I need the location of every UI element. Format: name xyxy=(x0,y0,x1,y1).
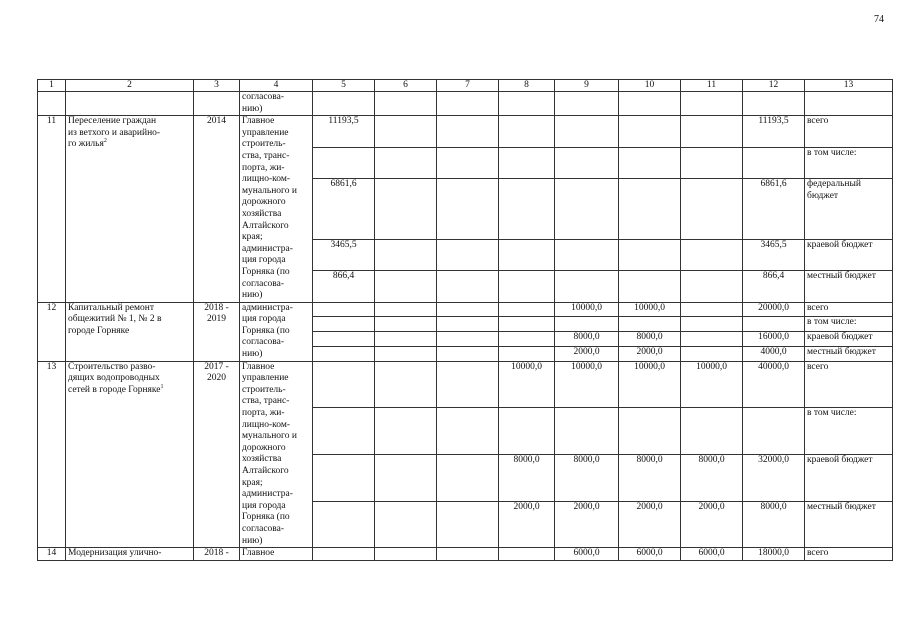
cell-line: Алтайского xyxy=(242,466,289,476)
column-header: 12 xyxy=(743,80,805,92)
carry-over-cell xyxy=(66,92,194,116)
amount-cell: 8000,0 xyxy=(555,454,619,501)
cell-line: всего xyxy=(807,548,829,559)
cell-line: ция города xyxy=(242,314,286,325)
amount-cell: 10000,0 xyxy=(555,361,619,408)
amount-cell xyxy=(313,147,375,179)
cell-line: управление xyxy=(242,373,289,384)
funding-source xyxy=(805,116,893,148)
column-header: 7 xyxy=(437,80,499,92)
amount-cell xyxy=(743,317,805,332)
column-header: 9 xyxy=(555,80,619,92)
cell-line: Переселение граждан xyxy=(68,116,157,127)
cell-line: федеральный xyxy=(807,179,861,190)
column-header: 3 xyxy=(194,80,240,92)
funding-source xyxy=(805,361,893,408)
amount-cell: 8000,0 xyxy=(681,454,743,501)
cell-line: Горняка (по xyxy=(242,325,290,336)
funding-source xyxy=(805,408,893,455)
cell-line: 2020 xyxy=(207,373,226,384)
amount-cell xyxy=(437,302,499,317)
amount-cell xyxy=(375,346,437,361)
carry-over-cell xyxy=(619,92,681,116)
cell-line: Горняка (по xyxy=(242,266,290,277)
cell-line: края; xyxy=(242,477,263,488)
row-number: 14 xyxy=(38,548,66,561)
cell-line: дорожного xyxy=(242,197,286,208)
page-number: 74 xyxy=(874,14,884,25)
cell-line: Алтайского xyxy=(242,220,289,231)
column-header: 8 xyxy=(499,80,555,92)
amount-cell: 6000,0 xyxy=(619,548,681,561)
funding-source xyxy=(805,302,893,317)
carry-over-row xyxy=(38,92,893,116)
amount-cell xyxy=(375,116,437,148)
carry-over-cell xyxy=(555,92,619,116)
cell-line: нию) xyxy=(242,535,263,546)
amount-cell: 8000,0 xyxy=(499,454,555,501)
cell-line: бюджет xyxy=(807,190,839,201)
amount-cell xyxy=(619,317,681,332)
cell-line: в том числе: xyxy=(807,317,857,328)
funding-source xyxy=(805,271,893,303)
cell-line: общежитий № 1, № 2 в xyxy=(68,314,162,325)
amount-cell xyxy=(555,239,619,271)
amount-cell xyxy=(499,408,555,455)
amount-cell xyxy=(437,147,499,179)
amount-cell xyxy=(375,408,437,455)
executor xyxy=(240,361,313,548)
amount-cell xyxy=(375,454,437,501)
measure-years xyxy=(194,116,240,303)
amount-cell: 6861,6 xyxy=(743,179,805,239)
amount-cell: 10000,0 xyxy=(619,302,681,317)
carry-over-cell xyxy=(375,92,437,116)
cell-line: 2018 - xyxy=(204,302,229,313)
funding-source xyxy=(805,454,893,501)
cell-line: 2014 xyxy=(207,116,226,127)
amount-cell xyxy=(743,147,805,179)
cell-line: согласова- xyxy=(242,337,285,348)
cell-line: всего xyxy=(807,361,829,372)
amount-cell xyxy=(437,271,499,303)
amount-cell: 3465,5 xyxy=(743,239,805,271)
amount-cell xyxy=(375,361,437,408)
amount-cell xyxy=(499,271,555,303)
amount-cell xyxy=(555,271,619,303)
amount-cell: 2000,0 xyxy=(555,346,619,361)
cell-line: 2017 - xyxy=(204,361,229,372)
amount-cell xyxy=(313,346,375,361)
amount-cell xyxy=(681,317,743,332)
measure-name xyxy=(66,116,194,303)
amount-cell: 2000,0 xyxy=(681,501,743,548)
amount-cell: 2000,0 xyxy=(619,346,681,361)
amount-cell xyxy=(437,332,499,347)
amount-cell xyxy=(555,116,619,148)
carry-over-cell xyxy=(681,92,743,116)
cell-line: порта, жи- xyxy=(242,408,285,419)
column-header: 13 xyxy=(805,80,893,92)
carry-over-cell xyxy=(240,92,313,116)
amount-cell xyxy=(681,271,743,303)
amount-cell: 6000,0 xyxy=(555,548,619,561)
amount-cell: 16000,0 xyxy=(743,332,805,347)
cell-line: лищно-ком- xyxy=(242,174,291,185)
measure-years xyxy=(194,548,240,561)
amount-cell: 8000,0 xyxy=(619,454,681,501)
amount-cell xyxy=(437,116,499,148)
amount-cell xyxy=(437,361,499,408)
column-header: 1 xyxy=(38,80,66,92)
cell-line: дорожного xyxy=(242,442,286,453)
amount-cell xyxy=(437,454,499,501)
amount-cell: 866,4 xyxy=(743,271,805,303)
cell-line: Горняка (по xyxy=(242,512,290,523)
cell-line: сетей в городе Горняке$^1$ xyxy=(68,383,164,395)
amount-cell: 8000,0 xyxy=(555,332,619,347)
amount-cell xyxy=(555,317,619,332)
amount-cell xyxy=(437,501,499,548)
cell-line: из ветхого и аварийно- xyxy=(68,127,161,138)
amount-cell xyxy=(619,147,681,179)
carry-over-cell xyxy=(805,92,893,116)
cell-line: порта, жи- xyxy=(242,162,285,173)
funding-source xyxy=(805,317,893,332)
amount-cell xyxy=(437,548,499,561)
amount-cell xyxy=(375,302,437,317)
carry-over-cell xyxy=(194,92,240,116)
funding-source xyxy=(805,147,893,179)
amount-cell xyxy=(499,147,555,179)
amount-cell xyxy=(619,179,681,239)
amount-cell xyxy=(681,239,743,271)
amount-cell: 4000,0 xyxy=(743,346,805,361)
table-row xyxy=(38,302,893,317)
cell-line: в том числе: xyxy=(807,147,857,158)
column-header: 11 xyxy=(681,80,743,92)
measure-name xyxy=(66,548,194,561)
cell-line: строитель- xyxy=(242,384,286,395)
cell-line: согласова- xyxy=(242,523,285,534)
carry-over-cell xyxy=(38,92,66,116)
amount-cell xyxy=(499,317,555,332)
amount-cell: 10000,0 xyxy=(499,361,555,408)
cell-line: ция города xyxy=(242,255,286,266)
cell-line: Главное xyxy=(242,116,275,127)
cell-line: согласова- xyxy=(242,278,285,289)
amount-cell xyxy=(499,179,555,239)
amount-cell: 8000,0 xyxy=(619,332,681,347)
cell-line: всего xyxy=(807,116,829,127)
column-header: 10 xyxy=(619,80,681,92)
carry-over-cell xyxy=(499,92,555,116)
amount-cell: 6000,0 xyxy=(681,548,743,561)
carry-over-cell xyxy=(437,92,499,116)
amount-cell xyxy=(681,116,743,148)
amount-cell xyxy=(437,179,499,239)
row-number: 13 xyxy=(38,361,66,548)
amount-cell xyxy=(743,408,805,455)
amount-cell xyxy=(375,501,437,548)
amount-cell xyxy=(681,332,743,347)
amount-cell: 10000,0 xyxy=(619,361,681,408)
measure-years xyxy=(194,361,240,548)
cell-line: лищно-ком- xyxy=(242,419,291,430)
cell-line: го жилья$^2$ xyxy=(68,138,107,150)
cell-line: ция города xyxy=(242,500,286,511)
amount-cell: 8000,0 xyxy=(743,501,805,548)
amount-cell xyxy=(313,408,375,455)
executor xyxy=(240,302,313,361)
amount-cell: 10000,0 xyxy=(681,361,743,408)
amount-cell xyxy=(313,332,375,347)
amount-cell: 6861,6 xyxy=(313,179,375,239)
cell-line: 2019 xyxy=(207,314,226,325)
amount-cell xyxy=(681,147,743,179)
column-header: 6 xyxy=(375,80,437,92)
amount-cell xyxy=(313,454,375,501)
cell-line: администра- xyxy=(242,302,293,313)
amount-cell: 40000,0 xyxy=(743,361,805,408)
amount-cell xyxy=(313,317,375,332)
carry-over-cell xyxy=(743,92,805,116)
executor xyxy=(240,548,313,561)
amount-cell xyxy=(375,332,437,347)
cell-line: администра- xyxy=(242,243,293,254)
column-header: 4 xyxy=(240,80,313,92)
amount-cell xyxy=(375,147,437,179)
cell-line: согласова- xyxy=(242,92,285,102)
amount-cell xyxy=(619,271,681,303)
cell-line: строитель- xyxy=(242,139,286,150)
amount-cell: 2000,0 xyxy=(555,501,619,548)
amount-cell xyxy=(313,548,375,561)
header-row xyxy=(38,80,893,92)
table-row xyxy=(38,361,893,408)
amount-cell xyxy=(681,408,743,455)
cell-line: дящих водопроводных xyxy=(68,373,160,384)
amount-cell: 11193,5 xyxy=(313,116,375,148)
cell-line: ства, транс- xyxy=(242,150,290,161)
footnote-mark: 2 xyxy=(103,138,107,145)
cell-line: Главное xyxy=(242,548,275,559)
amount-cell xyxy=(499,239,555,271)
cell-line: местный бюджет xyxy=(807,271,876,282)
cell-line: Модернизация улично- xyxy=(68,548,162,559)
amount-cell: 20000,0 xyxy=(743,302,805,317)
amount-cell xyxy=(681,346,743,361)
amount-cell xyxy=(499,346,555,361)
amount-cell xyxy=(375,548,437,561)
amount-cell xyxy=(375,179,437,239)
cell-line: городе Горняке xyxy=(68,325,130,336)
cell-line: нию) xyxy=(242,103,263,114)
cell-line: в том числе: xyxy=(807,408,857,419)
row-number: 11 xyxy=(38,116,66,303)
cell-line: местный бюджет xyxy=(807,501,876,512)
amount-cell xyxy=(555,147,619,179)
amount-cell xyxy=(499,332,555,347)
cell-line: мунального и xyxy=(242,431,297,442)
column-header: 5 xyxy=(313,80,375,92)
amount-cell: 2000,0 xyxy=(619,501,681,548)
amount-cell xyxy=(555,179,619,239)
row-number: 12 xyxy=(38,302,66,361)
amount-cell xyxy=(313,501,375,548)
cell-line: краевой бюджет xyxy=(807,454,873,465)
amount-cell xyxy=(555,408,619,455)
cell-line: Строительство разво- xyxy=(68,361,156,372)
amount-cell xyxy=(437,408,499,455)
cell-line: ства, транс- xyxy=(242,396,290,407)
amount-cell xyxy=(437,346,499,361)
measure-name xyxy=(66,361,194,548)
executor xyxy=(240,116,313,303)
amount-cell xyxy=(619,239,681,271)
funding-source xyxy=(805,179,893,239)
amount-cell xyxy=(313,361,375,408)
amount-cell xyxy=(499,116,555,148)
amount-cell xyxy=(375,271,437,303)
amount-cell: 3465,5 xyxy=(313,239,375,271)
amount-cell: 10000,0 xyxy=(555,302,619,317)
footnote-mark: 1 xyxy=(160,383,164,390)
amount-cell xyxy=(437,317,499,332)
amount-cell: 11193,5 xyxy=(743,116,805,148)
funding-source xyxy=(805,501,893,548)
funding-source xyxy=(805,239,893,271)
amount-cell xyxy=(375,239,437,271)
measure-name xyxy=(66,302,194,361)
funding-source xyxy=(805,548,893,561)
cell-line: края; xyxy=(242,232,263,243)
cell-line: 2018 - xyxy=(204,548,229,559)
amount-cell xyxy=(313,302,375,317)
amount-cell xyxy=(437,239,499,271)
table-row xyxy=(38,116,893,148)
funding-source xyxy=(805,346,893,361)
table-row xyxy=(38,548,893,561)
budget-table xyxy=(37,79,893,561)
cell-line: всего xyxy=(807,302,829,313)
cell-line: Капитальный ремонт xyxy=(68,302,155,313)
amount-cell xyxy=(681,302,743,317)
cell-line: хозяйства xyxy=(242,208,282,219)
amount-cell xyxy=(499,548,555,561)
carry-over-cell xyxy=(313,92,375,116)
cell-line: краевой бюджет xyxy=(807,239,873,250)
table-body xyxy=(38,80,893,561)
cell-line: хозяйства xyxy=(242,454,282,465)
cell-line: мунального и xyxy=(242,185,297,196)
amount-cell xyxy=(499,302,555,317)
cell-line: управление xyxy=(242,127,289,138)
amount-cell xyxy=(375,317,437,332)
measure-years xyxy=(194,302,240,361)
amount-cell xyxy=(619,408,681,455)
amount-cell: 866,4 xyxy=(313,271,375,303)
amount-cell xyxy=(681,179,743,239)
amount-cell xyxy=(619,116,681,148)
cell-line: нию) xyxy=(242,349,263,360)
cell-line: краевой бюджет xyxy=(807,332,873,343)
amount-cell: 2000,0 xyxy=(499,501,555,548)
column-header: 2 xyxy=(66,80,194,92)
cell-line: администра- xyxy=(242,489,293,500)
amount-cell: 32000,0 xyxy=(743,454,805,501)
amount-cell: 18000,0 xyxy=(743,548,805,561)
funding-source xyxy=(805,332,893,347)
cell-line: Главное xyxy=(242,361,275,372)
cell-line: нию) xyxy=(242,290,263,301)
cell-line: местный бюджет xyxy=(807,346,876,357)
